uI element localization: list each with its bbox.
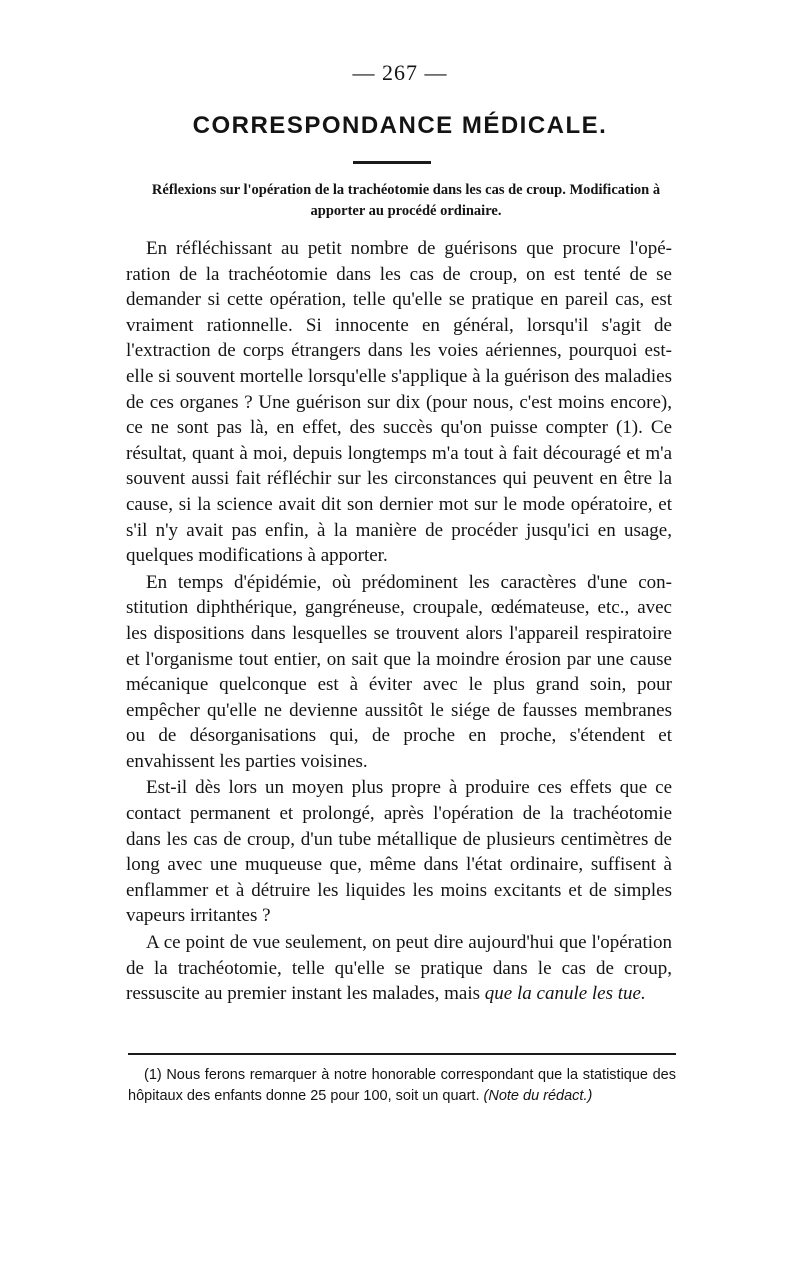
footnote-editor-note: (Note du rédact.) <box>483 1088 593 1104</box>
footnote-divider <box>128 1053 676 1055</box>
page-number: — 267 — <box>352 60 448 85</box>
paragraph-4 <box>126 930 672 1007</box>
article-body <box>126 236 672 1007</box>
paragraph-3: Est-il dès lors un moyen plus propre à produire ces effets que ce contact permanent et prolongé, après l'opération de la trachéotomie dans les cas de croup, d'un tube métallique de plusieurs centimètres de long avec une muqueuse que, même dans l'état ordinaire, suffisent à enflammer et à détruire les liquides les moins excitants et de simples vapeurs irritantes ? <box>126 777 672 927</box>
footnote-text: (1) Nous ferons remarquer à notre honorable correspondant que la statistique des hôpitaux des enfants donne 25 pour 100, soit un quart. <box>128 1067 676 1104</box>
article-subtitle: Réflexions sur l'opération de la trachéotomie dans les cas de croup. Modification à apporter au procédé ordinaire. <box>151 182 661 219</box>
paragraph-1: En réfléchissant au petit nombre de guérisons que procure l'opération de la trachéotomie dans les cas de croup, on est tenté de se demander si cette opération, telle qu'elle se pratique en pareil cas, est vraiment rationnelle. Si innocente en général, lorsqu'il s'agit de l'extraction de corps étrangers dans les voies aériennes, pourquoi est-elle si souvent mortelle lorsqu'elle s'applique à la guérison des maladies de ces organes ? Une guérison sur dix (pour nous, c'est moins encore), ce ne sont pas là, en effet, des succès qu'on puisse compter (1). Ce résultat, quant à moi, depuis longtemps m'a tout à fait découragé et m'a souvent aussi fait réfléchir sur les circonstances qui peuvent en être la cause, si la science avait dit son dernier mot sur le mode opératoire, et s'il n'y avait pas enfin, à la manière de procéder jusqu'ici en usage, quelques modifications à apporter. <box>126 238 672 567</box>
footnote <box>128 1065 676 1107</box>
section-title: CORRESPONDANCE MÉDICALE. <box>192 112 608 139</box>
title-divider <box>353 161 431 164</box>
paragraph-2: En temps d'épidémie, où prédominent les caractères d'une constitution diphthérique, gangréneuse, croupale, œdémateuse, etc., avec les dispositions dans lesquelles se trouvent alors l'appareil respiratoire et l'organisme tout entier, on sait que la moindre érosion par une cause mécanique quelconque est à éviter avec le plus grand soin, pour empêcher qu'elle ne devienne aussitôt le siége de fausses membranes ou de désorganisations qui, de proche en proche, s'étendent et envahissent les parties voisines. <box>126 571 672 772</box>
paragraph-4-text: A ce point de vue seulement, on peut dire aujourd'hui que l'opération de la trachéotomie, telle qu'elle se pratique dans le cas de croup, ressuscite au premier instant les malades, mais <box>126 932 672 1005</box>
paragraph-4-italic: que la canule les tue. <box>484 983 646 1005</box>
